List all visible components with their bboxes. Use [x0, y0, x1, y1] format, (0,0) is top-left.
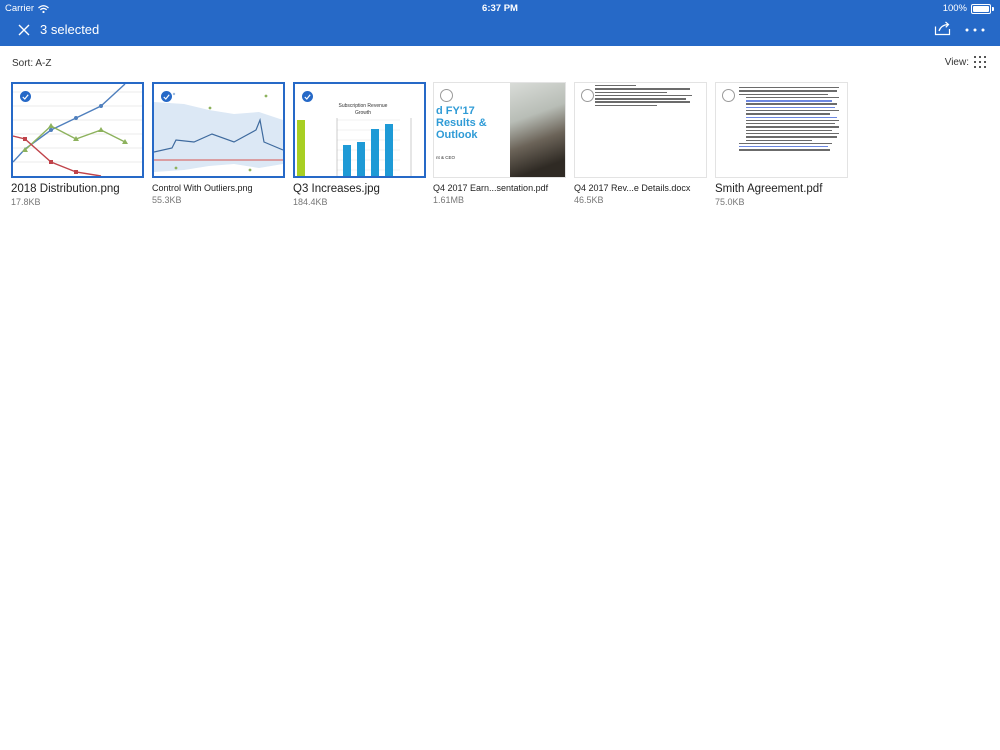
- file-name: Q4 2017 Rev...e Details.docx: [574, 183, 691, 193]
- unselected-circle-icon[interactable]: [440, 89, 453, 102]
- file-tile[interactable]: [152, 82, 285, 205]
- battery-indicator: [943, 3, 994, 14]
- file-name: Q3 Increases.jpg: [293, 183, 380, 195]
- battery-icon: [971, 4, 991, 14]
- file-name: 2018 Distribution.png: [11, 183, 120, 195]
- more-options-button[interactable]: [964, 20, 986, 40]
- slide-photo: [510, 83, 565, 177]
- file-tile[interactable]: [11, 82, 144, 207]
- file-size: 1.61MB: [433, 195, 465, 205]
- file-thumbnail[interactable]: [574, 82, 707, 178]
- file-tile[interactable]: [293, 82, 426, 207]
- file-thumbnail[interactable]: [433, 82, 566, 178]
- unselected-circle-icon[interactable]: [581, 89, 594, 102]
- selection-count-title: 3 selected: [40, 22, 100, 37]
- unselected-circle-icon[interactable]: [722, 89, 735, 102]
- sort-view-bar: [0, 56, 1000, 72]
- file-size: 55.3KB: [152, 195, 182, 205]
- status-time: 6:37 PM: [482, 3, 518, 14]
- selected-checkmark-icon[interactable]: [301, 90, 314, 103]
- control-chart-thumbnail: [154, 84, 283, 176]
- share-button[interactable]: [934, 20, 954, 40]
- view-label: View:: [944, 56, 969, 68]
- document-preview: [728, 87, 839, 153]
- line-chart-thumbnail: [13, 84, 142, 176]
- file-name: Smith Agreement.pdf: [715, 183, 823, 195]
- file-size: 17.8KB: [11, 197, 41, 207]
- slide-title: d FY'17 Results & Outlook: [436, 105, 487, 141]
- status-bar: [0, 0, 1000, 16]
- share-icon: [934, 20, 952, 36]
- file-size: 46.5KB: [574, 195, 604, 205]
- selected-checkmark-icon[interactable]: [160, 90, 173, 103]
- more-icon: [964, 20, 986, 40]
- file-tile[interactable]: [715, 82, 848, 207]
- bar-chart-thumbnail: [295, 84, 424, 176]
- file-thumbnail[interactable]: [715, 82, 848, 178]
- chart-title-line-2: Growth: [354, 110, 372, 116]
- document-preview: [595, 85, 698, 108]
- file-thumbnail[interactable]: [152, 82, 285, 178]
- sort-button[interactable]: Sort: A-Z: [12, 58, 52, 69]
- grid-view-icon: [974, 56, 986, 68]
- selected-checkmark-icon[interactable]: [19, 90, 32, 103]
- slide-footer: nt & CEO: [436, 155, 456, 160]
- file-size: 184.4KB: [293, 197, 328, 207]
- file-name: Q4 2017 Earn...sentation.pdf: [433, 183, 549, 193]
- file-tile[interactable]: [574, 82, 707, 205]
- close-icon: [18, 24, 30, 36]
- close-selection-button[interactable]: [14, 20, 34, 40]
- carrier-label: Carrier: [5, 3, 35, 14]
- file-name: Control With Outliers.png: [152, 183, 253, 193]
- file-thumbnail[interactable]: [11, 82, 144, 178]
- view-toggle[interactable]: [945, 56, 986, 68]
- top-bar: [0, 0, 1000, 46]
- battery-percent: 100%: [942, 3, 967, 14]
- selection-nav: [0, 16, 1000, 46]
- chart-title-line-1: Subscription Revenue: [338, 103, 388, 109]
- file-size: 75.0KB: [715, 197, 745, 207]
- file-thumbnail[interactable]: [293, 82, 426, 178]
- file-tile[interactable]: [433, 82, 566, 205]
